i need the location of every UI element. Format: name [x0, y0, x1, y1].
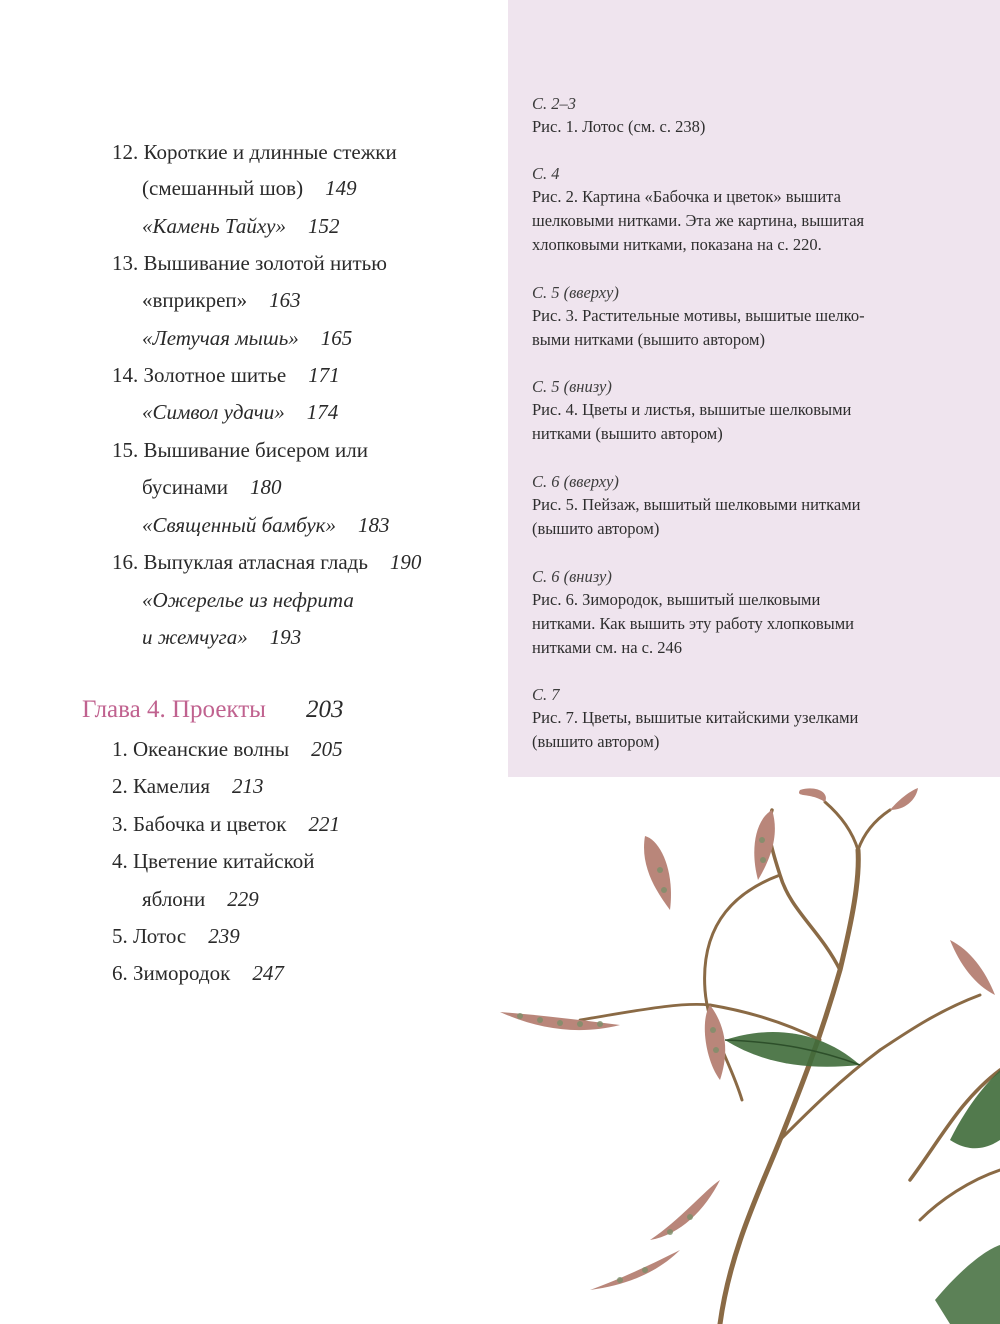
- caption-block: [532, 566, 987, 660]
- toc-entry-title: «вприкреп»: [142, 288, 248, 312]
- toc-page-number: 221: [308, 812, 340, 836]
- toc-page-number: 239: [208, 924, 240, 948]
- toc-page-number: 193: [269, 625, 302, 649]
- toc-page-number: 171: [308, 363, 340, 387]
- toc-entry[interactable]: [142, 515, 390, 536]
- toc-page-number: 213: [232, 774, 264, 798]
- toc-page-number: 229: [227, 887, 259, 911]
- caption-text: Рис. 1. Лотос (см. с. 238): [532, 117, 706, 136]
- caption-text: Рис. 6. Зимородок, вышитый шелковыми: [532, 590, 821, 609]
- toc-entry[interactable]: [142, 627, 301, 648]
- toc-page-number: 183: [358, 513, 390, 537]
- toc-entry-title: 6. Зимородок: [112, 961, 231, 985]
- toc-entry-title: и жемчуга»: [142, 625, 248, 649]
- toc-entry-title: бусинами: [142, 475, 229, 499]
- caption-text: Рис. 2. Картина «Бабочка и цветок» вышита: [532, 187, 841, 206]
- toc-entry-title: «Священный бамбук»: [142, 513, 337, 537]
- toc-entry[interactable]: [142, 178, 357, 199]
- toc-entry[interactable]: [142, 216, 339, 237]
- toc-page-number: 247: [252, 961, 284, 985]
- toc-page-number: 190: [389, 550, 422, 574]
- caption-block: [532, 163, 987, 257]
- toc-entry-title: 3. Бабочка и цветок: [112, 812, 287, 836]
- caption-text: нитками см. на с. 246: [532, 638, 682, 657]
- caption-page-ref: С. 7: [532, 685, 560, 704]
- caption-text: Рис. 7. Цветы, вышитые китайскими узелками: [532, 708, 859, 727]
- caption-text: выми нитками (вышито автором): [532, 330, 765, 349]
- toc-entry-title: 4. Цветение китайской: [112, 849, 315, 873]
- toc-page-number: 152: [307, 214, 340, 238]
- toc-entry-title: 13. Вышивание золотой нитью: [112, 251, 387, 275]
- toc-page-number: 180: [250, 475, 282, 499]
- toc-entry[interactable]: [142, 328, 352, 349]
- toc-page-number: 165: [320, 326, 353, 350]
- toc-entry-title: «Символ удачи»: [142, 400, 285, 424]
- captions-panel: [508, 0, 1000, 777]
- chapter-heading[interactable]: [82, 697, 343, 722]
- toc-entry-title: (смешанный шов): [142, 176, 304, 200]
- toc-entry[interactable]: [112, 365, 340, 386]
- caption-text: нитками. Как вышить эту работу хлопковыми: [532, 614, 854, 633]
- toc-entry[interactable]: [112, 253, 387, 274]
- embroidered-branch-illustration: [480, 780, 1000, 1324]
- toc-entry[interactable]: [112, 440, 368, 461]
- toc-project-entry[interactable]: [112, 814, 340, 835]
- toc-entry[interactable]: [142, 402, 338, 423]
- caption-text: (вышито автором): [532, 732, 660, 751]
- toc-page-number: 163: [269, 288, 301, 312]
- toc-entry[interactable]: [142, 477, 282, 498]
- toc-entry-title: «Ожерелье из нефрита: [142, 588, 354, 612]
- caption-text: (вышито автором): [532, 519, 660, 538]
- caption-block: [532, 282, 987, 352]
- toc-entry-title: 15. Вышивание бисером или: [112, 438, 368, 462]
- toc-entry[interactable]: [112, 552, 421, 573]
- toc-entry-title: 12. Короткие и длинные стежки: [112, 140, 397, 164]
- caption-text: Рис. 3. Растительные мотивы, вышитые шелко-: [532, 306, 865, 325]
- toc-entry[interactable]: [142, 590, 354, 611]
- caption-page-ref: С. 5 (вверху): [532, 283, 619, 302]
- toc-entry-title: 1. Океанские волны: [112, 737, 290, 761]
- toc-project-entry[interactable]: [112, 926, 240, 947]
- toc-entry-title: 16. Выпуклая атласная гладь: [112, 550, 368, 574]
- caption-page-ref: С. 6 (вверху): [532, 472, 619, 491]
- caption-text: Рис. 4. Цветы и листья, вышитые шелковыми: [532, 400, 852, 419]
- caption-page-ref: С. 5 (внизу): [532, 377, 612, 396]
- toc-page-number: 205: [311, 737, 343, 761]
- toc-entry-title: «Летучая мышь»: [142, 326, 299, 350]
- caption-block: [532, 376, 987, 446]
- caption-page-ref: С. 2–3: [532, 94, 577, 113]
- caption-text: хлопковыми нитками, показана на с. 220.: [532, 235, 822, 254]
- chapter-title: Глава 4. Проекты: [82, 696, 266, 723]
- toc-project-entry[interactable]: [112, 776, 264, 797]
- toc-project-entry[interactable]: [112, 739, 343, 760]
- toc-entry-title: яблони: [142, 887, 206, 911]
- toc-project-entry[interactable]: [112, 851, 314, 872]
- toc-page-number: 174: [306, 400, 339, 424]
- caption-text: Рис. 5. Пейзаж, вышитый шелковыми нитками: [532, 495, 861, 514]
- caption-block: [532, 684, 987, 754]
- chapter-page-number: 203: [305, 696, 344, 723]
- caption-text: нитками (вышито автором): [532, 424, 723, 443]
- caption-page-ref: С. 4: [532, 164, 560, 183]
- toc-entry-title: 14. Золотное шитье: [112, 363, 287, 387]
- toc-page-number: 149: [325, 176, 357, 200]
- toc-entry-title: 5. Лотос: [112, 924, 187, 948]
- toc-entry[interactable]: [112, 142, 397, 163]
- caption-block: [532, 471, 987, 541]
- caption-text: шелковыми нитками. Эта же картина, вышитая: [532, 211, 865, 230]
- toc-project-entry[interactable]: [142, 889, 259, 910]
- toc-entry-title: 2. Камелия: [112, 774, 211, 798]
- caption-page-ref: С. 6 (внизу): [532, 567, 612, 586]
- caption-block: [532, 93, 987, 139]
- toc-project-entry[interactable]: [112, 963, 284, 984]
- flower-spike-buds: [517, 837, 766, 1283]
- toc-entry[interactable]: [142, 290, 301, 311]
- toc-entry-title: «Камень Тайху»: [142, 214, 286, 238]
